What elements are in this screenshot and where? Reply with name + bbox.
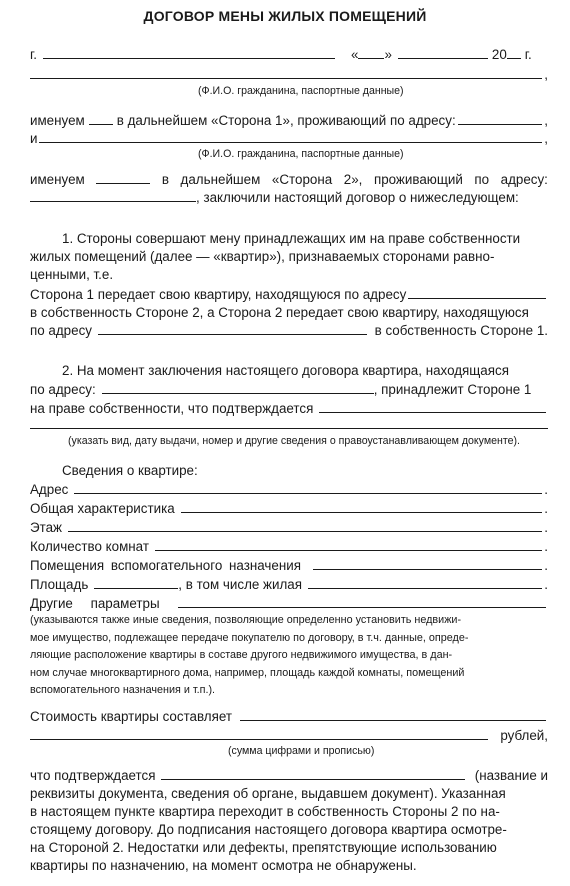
rooms-count-field[interactable] [155, 538, 542, 551]
confirm-line4: стоящему договору. До подписания настоящего договора квартира осмотре- [30, 822, 507, 837]
field-address [30, 481, 548, 499]
cost-words-field[interactable] [30, 727, 488, 740]
month-field[interactable] [398, 46, 488, 59]
field-label: Общая характеристика [30, 501, 175, 516]
area-living-label: , в том числе жилая [178, 577, 303, 592]
party1-line [30, 112, 548, 130]
note-line: мое имущество, подлежащее передаче покупателю по договору, в т.ч. данные, опреде- [30, 631, 469, 644]
city-field[interactable] [43, 46, 335, 59]
caption-fio-1: (Ф.И.О. гражданина, паспортные данные) [198, 85, 404, 97]
field-label: Количество комнат [30, 539, 149, 554]
party1-apartment-address-field[interactable] [408, 286, 546, 299]
currency-label: рублей, [500, 728, 548, 743]
city-prefix: г. [30, 47, 37, 62]
word: по [474, 172, 490, 187]
cost-words-line [30, 727, 548, 745]
field-general [30, 500, 548, 518]
total-area-field[interactable] [94, 576, 178, 589]
dot: . [544, 520, 548, 535]
dot: . [544, 501, 548, 516]
note-line: вспомогательного назначения и т.п.). [30, 684, 216, 697]
header-line [30, 46, 548, 64]
party1-suffix-field[interactable] [89, 112, 113, 125]
note-line: ляющие расположение квартиры в составе другого недвижимого имущества, в дан- [30, 649, 453, 662]
confirm-line2: реквизиты документа, сведения об органе, выдавшем документ). Указанная [30, 786, 506, 801]
party2-name-field[interactable] [39, 130, 542, 143]
s2-line1: 2. На момент заключения настоящего договора квартира, находящаяся [62, 363, 509, 378]
year-suffix: г. [524, 47, 532, 62]
confirm-prefix: что подтверждается [30, 768, 156, 783]
s1-line6-prefix: по адресу [30, 323, 92, 338]
word: дальнейшем [180, 172, 261, 187]
s2-line2 [30, 381, 548, 399]
named-word: именуем [30, 113, 85, 128]
s1-line3: ценными, т.е. [30, 267, 114, 282]
dot: . [544, 482, 548, 497]
s1-line5: в собственность Стороне 2, а Сторона 2 передает свою квартиру, находящуюся [30, 305, 529, 320]
named-word: именуем [30, 172, 85, 187]
party2-address-line [30, 189, 548, 207]
living-area-field[interactable] [308, 576, 542, 589]
s2-caption: (указать вид, дату выдачи, номер и другие сведения о правоустанавливающем документе). [68, 435, 520, 447]
s1-line2: жилых помещений (далее — «квартир»), признаваемых сторонами равно- [30, 249, 495, 264]
confirm-line3: в настоящем пункте квартира переходит в собственность Стороны 2 по на- [30, 804, 500, 819]
other-parameters-field[interactable] [178, 595, 546, 608]
s1-line6 [30, 322, 548, 340]
auxiliary-rooms-field[interactable] [313, 557, 542, 570]
field-label: Помещения вспомогательного назначения [30, 558, 301, 573]
field-floor [30, 519, 548, 537]
document-title: ДОГОВОР МЕНЫ ЖИЛЫХ ПОМЕЩЕНИЙ [143, 8, 427, 24]
party1-address-field[interactable] [458, 112, 543, 125]
s1-line1: 1. Стороны совершают мену принадлежащих им на праве собственности [62, 231, 521, 246]
note-line: (указываются также иные сведения, позволяющие определенно установить недвижи- [30, 614, 462, 626]
and-word: и [30, 131, 38, 146]
payment-document-field[interactable] [161, 767, 464, 780]
quote-close: » [384, 47, 392, 62]
address-field[interactable] [74, 481, 542, 494]
dot: . [544, 558, 548, 573]
cost-caption: (сумма цифрами и прописью) [228, 745, 375, 757]
field-area [30, 576, 548, 594]
party2-address-field[interactable] [30, 189, 196, 202]
word: в [161, 172, 169, 187]
party2-suffix-field[interactable] [96, 171, 150, 184]
day-field[interactable] [358, 46, 384, 59]
conclusion-text: , заключили настоящий договор о нижеследующем: [196, 190, 519, 205]
field-rooms [30, 538, 548, 556]
confirm-suffix: (название и [474, 768, 548, 783]
party1-text: в дальнейшем «Сторона 1», проживающий по адресу: [116, 113, 456, 128]
ownership-document-field[interactable] [319, 400, 546, 413]
party1-name-field[interactable] [30, 66, 542, 79]
field-auxiliary [30, 557, 548, 575]
word: «Сторона [271, 172, 333, 187]
party1-name-line [30, 66, 548, 84]
word: адресу: [500, 172, 548, 187]
apartment-note [30, 612, 548, 700]
floor-field[interactable] [68, 519, 542, 532]
caption-fio-2: (Ф.И.О. гражданина, паспортные данные) [198, 148, 404, 160]
confirm-line1 [30, 767, 548, 785]
year-field[interactable] [507, 46, 521, 59]
ownership-document-field-2[interactable] [30, 416, 548, 429]
general-characteristics-field[interactable] [181, 500, 543, 513]
dot: . [544, 539, 548, 554]
party2-line [30, 171, 548, 189]
s2-line2-prefix: по адресу: [30, 382, 96, 397]
note-line: ном случае многоквартирного дома, например, площадь каждой комнаты, помещений [30, 666, 465, 679]
confirm-line6: квартиры по назначению, на момент осмотра не обнаружены. [30, 858, 417, 873]
party2-apartment-address-field[interactable] [98, 322, 367, 335]
comma: , [544, 131, 548, 146]
comma: , [544, 67, 548, 82]
field-other [30, 595, 548, 613]
s1-line4 [30, 286, 548, 304]
comma: , [544, 113, 548, 128]
word: проживающий [373, 172, 463, 187]
s2-line2-suffix: , принадлежит Стороне 1 [373, 382, 532, 397]
party2-name-line [30, 130, 548, 148]
word: 2», [343, 172, 363, 187]
s2-line4 [30, 416, 548, 429]
field-label: Этаж [30, 520, 63, 535]
quote-open: « [350, 47, 359, 62]
cost-line [30, 708, 548, 726]
field-label: Площадь [30, 577, 89, 592]
field-label: Адрес [30, 482, 69, 497]
confirm-line5: на Стороной 2. Недостатки или дефекты, препятствующие использованию [30, 840, 497, 855]
cost-label: Стоимость квартиры составляет [30, 709, 233, 724]
dot: . [544, 577, 548, 592]
s1-line4-text: Сторона 1 передает свою квартиру, находящуюся по адресу [30, 287, 407, 302]
field-label: Другие параметры [30, 596, 160, 611]
s2-line3-text: на праве собственности, что подтверждается [30, 401, 314, 416]
s1-line6-suffix: в собственность Стороне 1. [374, 323, 548, 338]
apartment-heading: Сведения о квартире: [62, 463, 198, 478]
cost-field[interactable] [240, 708, 546, 721]
year-prefix: 20 [491, 47, 507, 62]
s2-address-field[interactable] [102, 381, 374, 394]
